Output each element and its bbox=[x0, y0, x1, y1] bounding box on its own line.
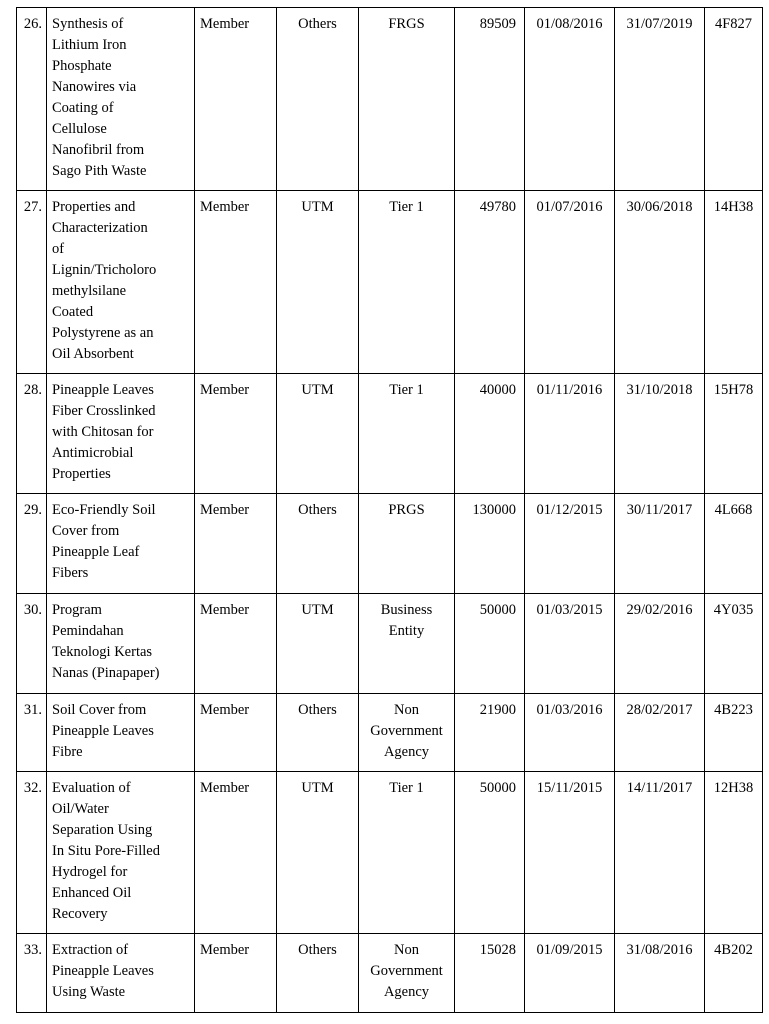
grant-type-cell bbox=[359, 494, 455, 594]
start-date-cell: 01/08/2016 bbox=[525, 8, 615, 191]
start-date-cell: 01/03/2016 bbox=[525, 694, 615, 772]
row-number-cell: 29. bbox=[17, 494, 47, 594]
amount-cell: 15028 bbox=[455, 934, 525, 1013]
source-cell: Others bbox=[277, 8, 359, 191]
end-date-cell: 31/08/2016 bbox=[615, 934, 705, 1013]
grant-type-cell-line: Business bbox=[380, 602, 433, 618]
project-title-cell-line: Properties bbox=[52, 466, 111, 482]
project-title-cell-line: Lithium Iron bbox=[52, 37, 127, 53]
grant-type-cell-line: Tier 1 bbox=[389, 199, 424, 215]
project-title-cell-line: Evaluation of bbox=[52, 780, 131, 796]
start-date-cell: 01/09/2015 bbox=[525, 934, 615, 1013]
project-title-cell-line: Oil/Water bbox=[52, 801, 109, 817]
role-cell: Member bbox=[195, 934, 277, 1013]
grant-type-cell-line: Non bbox=[394, 942, 419, 958]
grants-table bbox=[16, 7, 763, 1013]
row-number-cell: 26. bbox=[17, 8, 47, 191]
project-title-cell-line: Coating of bbox=[52, 100, 114, 116]
vote-code-cell: 14H38 bbox=[705, 191, 763, 374]
grant-type-cell-line: Agency bbox=[383, 744, 430, 760]
vote-code-cell: 4Y035 bbox=[705, 594, 763, 694]
row-number-cell: 32. bbox=[17, 772, 47, 934]
project-title-cell-line: Synthesis of bbox=[52, 16, 124, 32]
project-title-cell-line: Fibers bbox=[52, 565, 89, 581]
project-title-cell-line: Polystyrene as an bbox=[52, 325, 154, 341]
project-title-cell-line: Using Waste bbox=[52, 984, 126, 1000]
project-title-cell-line: Properties and bbox=[52, 199, 136, 215]
project-title-cell bbox=[47, 494, 195, 594]
role-cell: Member bbox=[195, 191, 277, 374]
project-title-cell-line: Characterization bbox=[52, 220, 148, 236]
project-title-cell-line: Extraction of bbox=[52, 942, 129, 958]
table-row bbox=[17, 594, 763, 694]
grant-type-cell bbox=[359, 934, 455, 1013]
end-date-cell: 30/06/2018 bbox=[615, 191, 705, 374]
table-row bbox=[17, 191, 763, 374]
project-title-cell-line: Eco-Friendly Soil bbox=[52, 502, 156, 518]
project-title-cell-line: Cover from bbox=[52, 523, 120, 539]
vote-code-cell: 4L668 bbox=[705, 494, 763, 594]
row-number-cell: 28. bbox=[17, 374, 47, 494]
end-date-cell: 14/11/2017 bbox=[615, 772, 705, 934]
project-title-cell-line: Antimicrobial bbox=[52, 445, 134, 461]
amount-cell: 50000 bbox=[455, 594, 525, 694]
grant-type-cell-line: Entity bbox=[388, 623, 425, 639]
grant-type-cell-line: Agency bbox=[383, 984, 430, 1000]
row-number-cell: 31. bbox=[17, 694, 47, 772]
project-title-cell-line: Fiber Crosslinked bbox=[52, 403, 156, 419]
project-title-cell-line: Nanowires via bbox=[52, 79, 137, 95]
project-title-cell-line: of bbox=[52, 241, 65, 257]
document-page bbox=[16, 7, 763, 1013]
source-cell: UTM bbox=[277, 594, 359, 694]
project-title-cell-line: In Situ Pore-Filled bbox=[52, 843, 160, 859]
start-date-cell: 01/12/2015 bbox=[525, 494, 615, 594]
project-title-cell-line: Teknologi Kertas bbox=[52, 644, 153, 660]
project-title-cell-line: Soil Cover from bbox=[52, 702, 147, 718]
end-date-cell: 30/11/2017 bbox=[615, 494, 705, 594]
end-date-cell: 31/10/2018 bbox=[615, 374, 705, 494]
role-cell: Member bbox=[195, 374, 277, 494]
project-title-cell bbox=[47, 594, 195, 694]
role-cell: Member bbox=[195, 772, 277, 934]
source-cell: UTM bbox=[277, 191, 359, 374]
role-cell: Member bbox=[195, 594, 277, 694]
grant-type-cell bbox=[359, 594, 455, 694]
project-title-cell bbox=[47, 934, 195, 1013]
project-title-cell-line: Hydrogel for bbox=[52, 864, 128, 880]
source-cell: UTM bbox=[277, 374, 359, 494]
vote-code-cell: 15H78 bbox=[705, 374, 763, 494]
project-title-cell-line: Nanofibril from bbox=[52, 142, 145, 158]
table-row bbox=[17, 934, 763, 1013]
project-title-cell-line: Pineapple Leaf bbox=[52, 544, 140, 560]
project-title-cell-line: Oil Absorbent bbox=[52, 346, 134, 362]
project-title-cell-line: Lignin/Tricholoro bbox=[52, 262, 157, 278]
project-title-cell bbox=[47, 374, 195, 494]
project-title-cell-line: Cellulose bbox=[52, 121, 107, 137]
start-date-cell: 01/07/2016 bbox=[525, 191, 615, 374]
amount-cell: 49780 bbox=[455, 191, 525, 374]
source-cell: Others bbox=[277, 934, 359, 1013]
project-title-cell-line: Separation Using bbox=[52, 822, 153, 838]
project-title-cell-line: Recovery bbox=[52, 906, 108, 922]
role-cell: Member bbox=[195, 494, 277, 594]
grant-type-cell-line: Government bbox=[370, 963, 443, 979]
start-date-cell: 01/03/2015 bbox=[525, 594, 615, 694]
project-title-cell-line: Phosphate bbox=[52, 58, 112, 74]
grant-type-cell-line: Non bbox=[394, 702, 419, 718]
end-date-cell: 31/07/2019 bbox=[615, 8, 705, 191]
grant-type-cell-line: PRGS bbox=[388, 502, 425, 518]
grant-type-cell bbox=[359, 8, 455, 191]
grants-table-body bbox=[17, 8, 763, 1013]
end-date-cell: 28/02/2017 bbox=[615, 694, 705, 772]
source-cell: Others bbox=[277, 694, 359, 772]
project-title-cell-line: Nanas (Pinapaper) bbox=[52, 665, 160, 681]
grant-type-cell-line: Government bbox=[370, 723, 443, 739]
grant-type-cell bbox=[359, 694, 455, 772]
project-title-cell-line: Coated bbox=[52, 304, 94, 320]
vote-code-cell: 4B223 bbox=[705, 694, 763, 772]
project-title-cell-line: Pineapple Leaves bbox=[52, 723, 154, 739]
role-cell: Member bbox=[195, 8, 277, 191]
source-cell: Others bbox=[277, 494, 359, 594]
grant-type-cell-line: Tier 1 bbox=[389, 780, 424, 796]
table-row bbox=[17, 494, 763, 594]
project-title-cell bbox=[47, 772, 195, 934]
project-title-cell-line: Enhanced Oil bbox=[52, 885, 132, 901]
role-cell: Member bbox=[195, 694, 277, 772]
start-date-cell: 01/11/2016 bbox=[525, 374, 615, 494]
start-date-cell: 15/11/2015 bbox=[525, 772, 615, 934]
amount-cell: 89509 bbox=[455, 8, 525, 191]
vote-code-cell: 4F827 bbox=[705, 8, 763, 191]
project-title-cell-line: Sago Pith Waste bbox=[52, 163, 147, 179]
amount-cell: 130000 bbox=[455, 494, 525, 594]
amount-cell: 21900 bbox=[455, 694, 525, 772]
table-row bbox=[17, 694, 763, 772]
table-row bbox=[17, 772, 763, 934]
project-title-cell-line: methylsilane bbox=[52, 283, 127, 299]
row-number-cell: 27. bbox=[17, 191, 47, 374]
grant-type-cell bbox=[359, 772, 455, 934]
project-title-cell-line: Fibre bbox=[52, 744, 83, 760]
project-title-cell bbox=[47, 8, 195, 191]
project-title-cell-line: Pineapple Leaves bbox=[52, 963, 154, 979]
vote-code-cell: 4B202 bbox=[705, 934, 763, 1013]
row-number-cell: 30. bbox=[17, 594, 47, 694]
table-row bbox=[17, 374, 763, 494]
project-title-cell-line: Program bbox=[52, 602, 102, 618]
project-title-cell bbox=[47, 694, 195, 772]
grant-type-cell bbox=[359, 374, 455, 494]
end-date-cell: 29/02/2016 bbox=[615, 594, 705, 694]
project-title-cell-line: Pineapple Leaves bbox=[52, 382, 154, 398]
row-number-cell: 33. bbox=[17, 934, 47, 1013]
project-title-cell-line: Pemindahan bbox=[52, 623, 124, 639]
source-cell: UTM bbox=[277, 772, 359, 934]
table-row bbox=[17, 8, 763, 191]
amount-cell: 50000 bbox=[455, 772, 525, 934]
grant-type-cell bbox=[359, 191, 455, 374]
project-title-cell bbox=[47, 191, 195, 374]
grant-type-cell-line: Tier 1 bbox=[389, 382, 424, 398]
grant-type-cell-line: FRGS bbox=[388, 16, 425, 32]
amount-cell: 40000 bbox=[455, 374, 525, 494]
vote-code-cell: 12H38 bbox=[705, 772, 763, 934]
project-title-cell-line: with Chitosan for bbox=[52, 424, 154, 440]
